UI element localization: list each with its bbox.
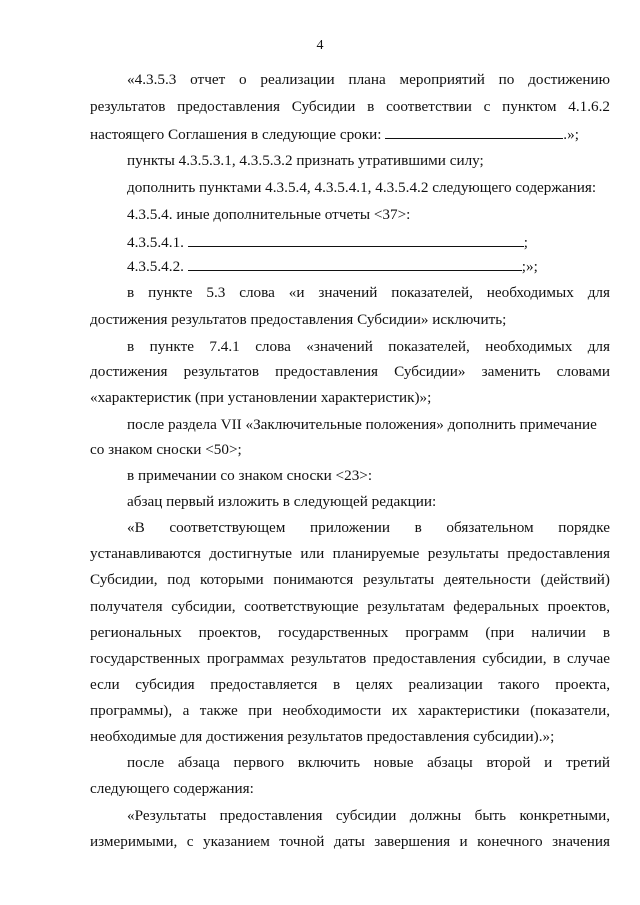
text-line: абзац первый изложить в следующей редакции:	[127, 493, 437, 510]
text-line: в пункте 5.3 слова «и значений показателей, необходимых для	[127, 284, 610, 301]
text-fragment: ;	[523, 234, 528, 251]
text-fragment: 4.3.5.4.2.	[127, 258, 184, 275]
text-line: «характеристик (при установлении характеристик)»;	[90, 389, 432, 406]
text-line: Субсидии, под которыми понимаются результаты деятельности (действий)	[90, 571, 610, 588]
text-line: после абзаца первого включить новые абзацы второй и третий	[127, 754, 610, 771]
text-line: региональных проектов, государственных программ (при наличии в	[90, 624, 610, 641]
text-line: программы), а также при необходимости их характеристики (показатели,	[90, 702, 610, 719]
text-line: в пункте 7.4.1 слова «значений показателей, необходимых для	[127, 338, 610, 355]
text-fragment: 4.3.5.4.1.	[127, 234, 184, 251]
text-fragment: .»;	[563, 126, 579, 143]
text-line	[127, 233, 610, 252]
text-line: устанавливаются достигнутые или планируемые результаты предоставления	[90, 545, 610, 562]
text-line	[127, 257, 610, 276]
text-line: в примечании со знаком сноски <23>:	[127, 467, 373, 484]
text-line: если субсидия предоставляется в целях реализации такого проекта,	[90, 676, 610, 693]
text-line: дополнить пунктами 4.3.5.4, 4.3.5.4.1, 4.3.5.4.2 следующего содержания:	[127, 179, 597, 196]
text-fragment: настоящего Соглашения в следующие сроки:	[90, 126, 382, 143]
text-line: достижения результатов предоставления Субсидии» исключить;	[90, 311, 507, 328]
page-number: 4	[316, 38, 324, 53]
text-line: получателя субсидии, соответствующие результатам федеральных проектов,	[90, 598, 610, 615]
text-line: со знаком сноски <50>;	[90, 441, 242, 458]
text-line: 4.3.5.4. иные дополнительные отчеты <37>:	[127, 206, 411, 223]
text-line: «4.3.5.3 отчет о реализации плана мероприятий по достижению	[127, 71, 610, 88]
text-line: пункты 4.3.5.3.1, 4.3.5.3.2 признать утратившими силу;	[127, 152, 484, 169]
text-line: достижения результатов предоставления Субсидии» заменить словами	[90, 363, 610, 380]
text-line	[90, 125, 610, 144]
text-line: результатов предоставления Субсидии в соответствии с пунктом 4.1.6.2	[90, 98, 610, 115]
fill-in-blank	[188, 233, 524, 247]
fill-in-blank	[385, 125, 563, 139]
text-line: государственных программах результатов предоставления субсидии, в случае	[90, 650, 610, 667]
text-line: после раздела VII «Заключительные положения» дополнить примечание	[127, 416, 597, 433]
fill-in-blank	[188, 257, 522, 271]
text-fragment: ;»;	[521, 258, 538, 275]
text-line: следующего содержания:	[90, 780, 254, 797]
text-line: измеримыми, с указанием точной даты завершения и конечного значения	[90, 833, 610, 850]
text-line: необходимые для достижения результатов предоставления субсидии).»;	[90, 728, 555, 745]
text-line: «Результаты предоставления субсидии должны быть конкретными,	[127, 807, 610, 824]
text-line: «В соответствующем приложении в обязательном порядке	[127, 519, 610, 536]
